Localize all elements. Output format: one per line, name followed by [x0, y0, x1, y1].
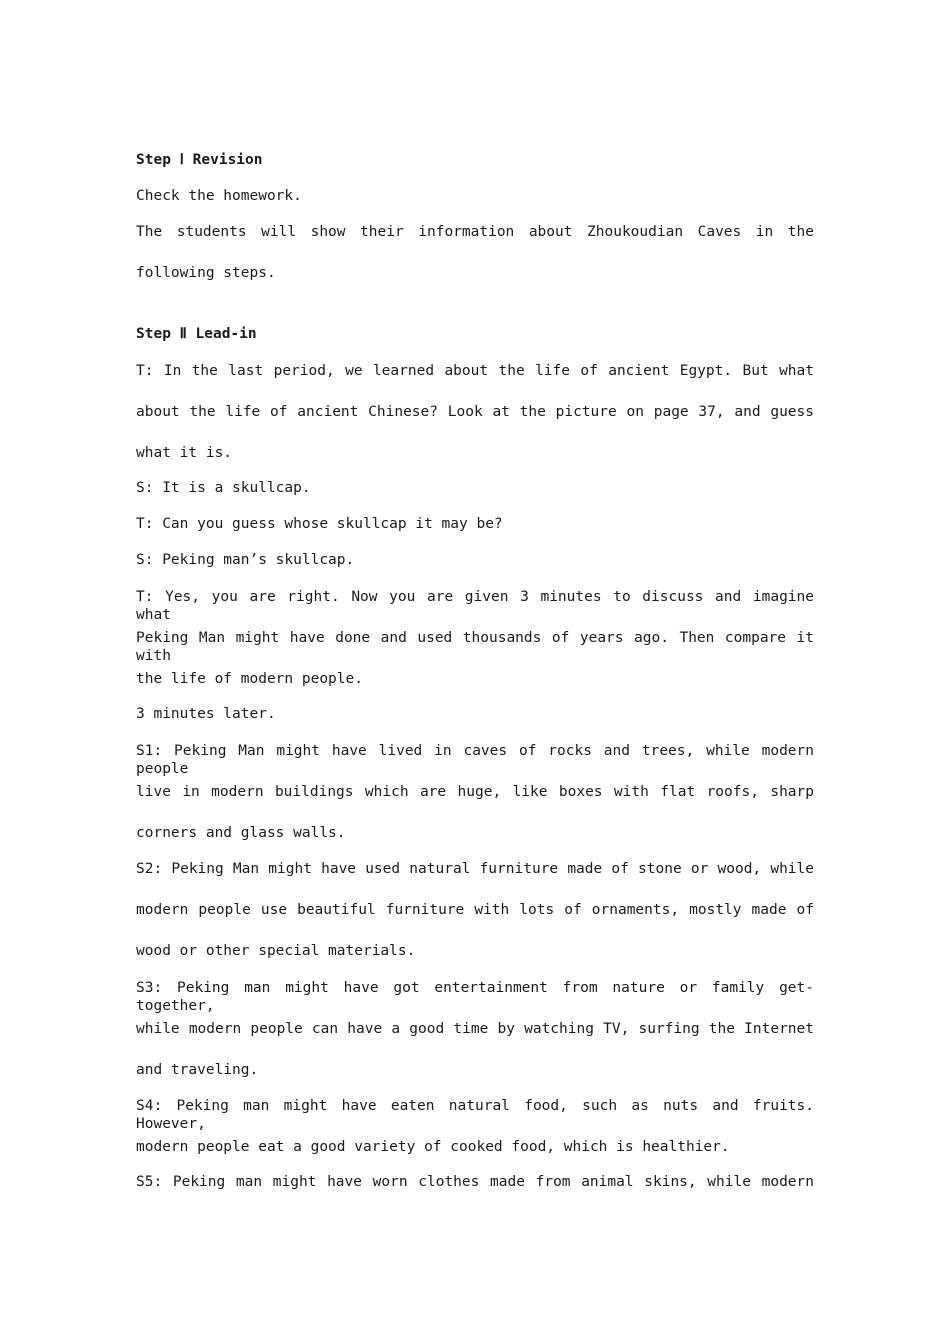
paragraph-line: S4: Peking man might have eaten natural food, such as nuts and fruits. However,	[136, 1098, 814, 1132]
step1-line-1: Check the homework.	[136, 188, 302, 204]
paragraph-line: Peking Man might have done and used thousands of years ago. Then compare it with	[136, 630, 814, 664]
paragraph-line: corners and glass walls.	[136, 825, 346, 841]
student-answer-skullcap: S: It is a skullcap.	[136, 480, 311, 496]
paragraph-line: S3: Peking man might have got entertainment from nature or family get-together,	[136, 980, 814, 1014]
paragraph-line: modern people eat a good variety of cooked food, which is healthier.	[136, 1139, 730, 1155]
paragraph-line: what it is.	[136, 445, 233, 461]
time-note: 3 minutes later.	[136, 706, 276, 722]
paragraph-teacher-intro	[136, 362, 814, 485]
step1-line-2: The students will show their information about Zhoukoudian Caves in the	[136, 224, 814, 240]
step2-heading: Step Ⅱ Lead-in	[136, 326, 257, 342]
paragraph-s2	[136, 860, 814, 983]
teacher-question-whose: T: Can you guess whose skullcap it may be?	[136, 516, 503, 532]
paragraph-teacher-task	[136, 588, 814, 711]
paragraph-line: T: Yes, you are right. Now you are given 3 minutes to discuss and imagine what	[136, 589, 814, 623]
paragraph-line: wood or other special materials.	[136, 943, 416, 959]
paragraph-line: and traveling.	[136, 1062, 259, 1078]
paragraph-s3	[136, 979, 814, 1102]
paragraph-line: modern people use beautiful furniture with lots of ornaments, mostly made of	[136, 902, 814, 918]
paragraph-line: about the life of ancient Chinese? Look at the picture on page 37, and guess	[136, 404, 814, 420]
paragraph-line: S1: Peking Man might have lived in caves of rocks and trees, while modern people	[136, 743, 814, 777]
paragraph-line: the life of modern people.	[136, 671, 363, 687]
paragraph-s4	[136, 1097, 814, 1179]
paragraph-line: S2: Peking Man might have used natural furniture made of stone or wood, while	[136, 861, 814, 877]
paragraph-line: live in modern buildings which are huge, like boxes with flat roofs, sharp	[136, 784, 814, 800]
paragraph-s5-line-1: S5: Peking man might have worn clothes made from animal skins, while modern	[136, 1174, 814, 1190]
paragraph-line: while modern people can have a good time by watching TV, surfing the Internet	[136, 1021, 814, 1037]
step1-heading: Step Ⅰ Revision	[136, 152, 263, 168]
student-answer-peking: S: Peking man’s skullcap.	[136, 552, 355, 568]
step1-line-3: following steps.	[136, 265, 276, 281]
paragraph-s1	[136, 742, 814, 865]
paragraph-line: T: In the last period, we learned about the life of ancient Egypt. But what	[136, 363, 814, 379]
